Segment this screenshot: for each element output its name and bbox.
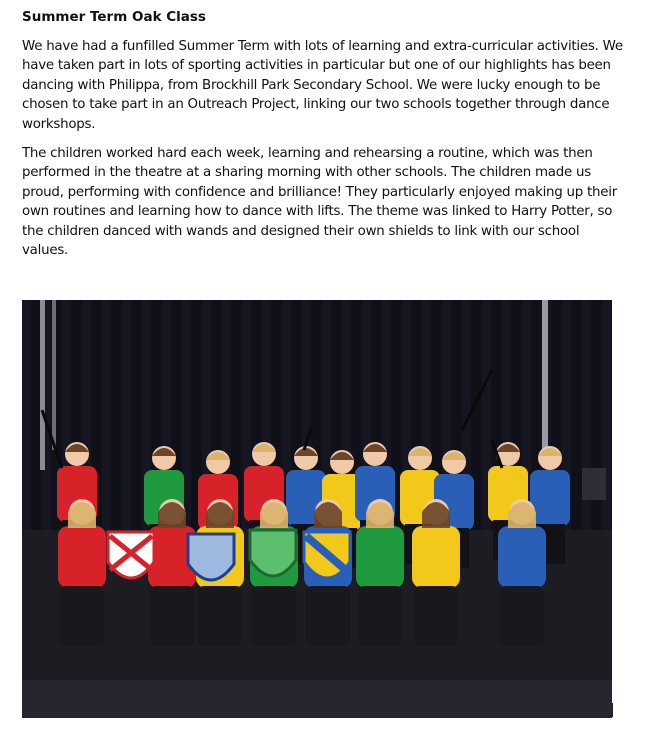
curtain-fold (602, 300, 611, 550)
curtain-fold (582, 300, 591, 550)
child-legs (306, 586, 350, 646)
shield-green (250, 530, 296, 576)
child-shirt (498, 526, 546, 588)
curtain-fold (122, 300, 131, 550)
child-shirt (58, 526, 106, 588)
child-shirt (356, 526, 404, 588)
page-title: Summer Term Oak Class (22, 9, 206, 25)
child-legs (414, 586, 458, 646)
floor-front (22, 680, 612, 718)
paragraph-1: We have had a funfilled Summer Term with lots of learning and extra-curricular activities. We have taken part in lots of sporting activities in particular but one of our highlights has been dancing with Philippa, from Brockhill Park Secondary School. We were lucky enough to be chosen to take part in an Outreach Project, linking our two schools together through dance workshops. (22, 39, 623, 132)
child-legs (60, 586, 104, 646)
stage-speaker (582, 468, 606, 500)
child-legs (150, 586, 194, 646)
child-legs (252, 586, 296, 646)
child-legs (198, 586, 242, 646)
curtain-fold (102, 300, 111, 550)
class-photo (22, 300, 612, 718)
rigging-left (40, 300, 45, 470)
child-shirt (412, 526, 460, 588)
text-cursor (612, 703, 613, 717)
child-legs (358, 586, 402, 646)
rigging-right (542, 300, 548, 460)
paragraph-2: The children worked hard each week, learning and rehearsing a routine, which was then performed in the theatre at a sharing morning with other schools. The children made us proud, performing with confidence and brilliance! They particularly enjoyed making up their own routines and learning how to dance with lifts. The theme was linked to Harry Potter, so the children danced with wands and designed their own shields to link with our school values. (22, 146, 617, 259)
rigging-left-2 (52, 300, 56, 450)
shield-blue (188, 534, 234, 580)
class-photo-illustration (22, 300, 612, 718)
curtain-fold (22, 300, 31, 550)
child-legs (500, 586, 544, 646)
